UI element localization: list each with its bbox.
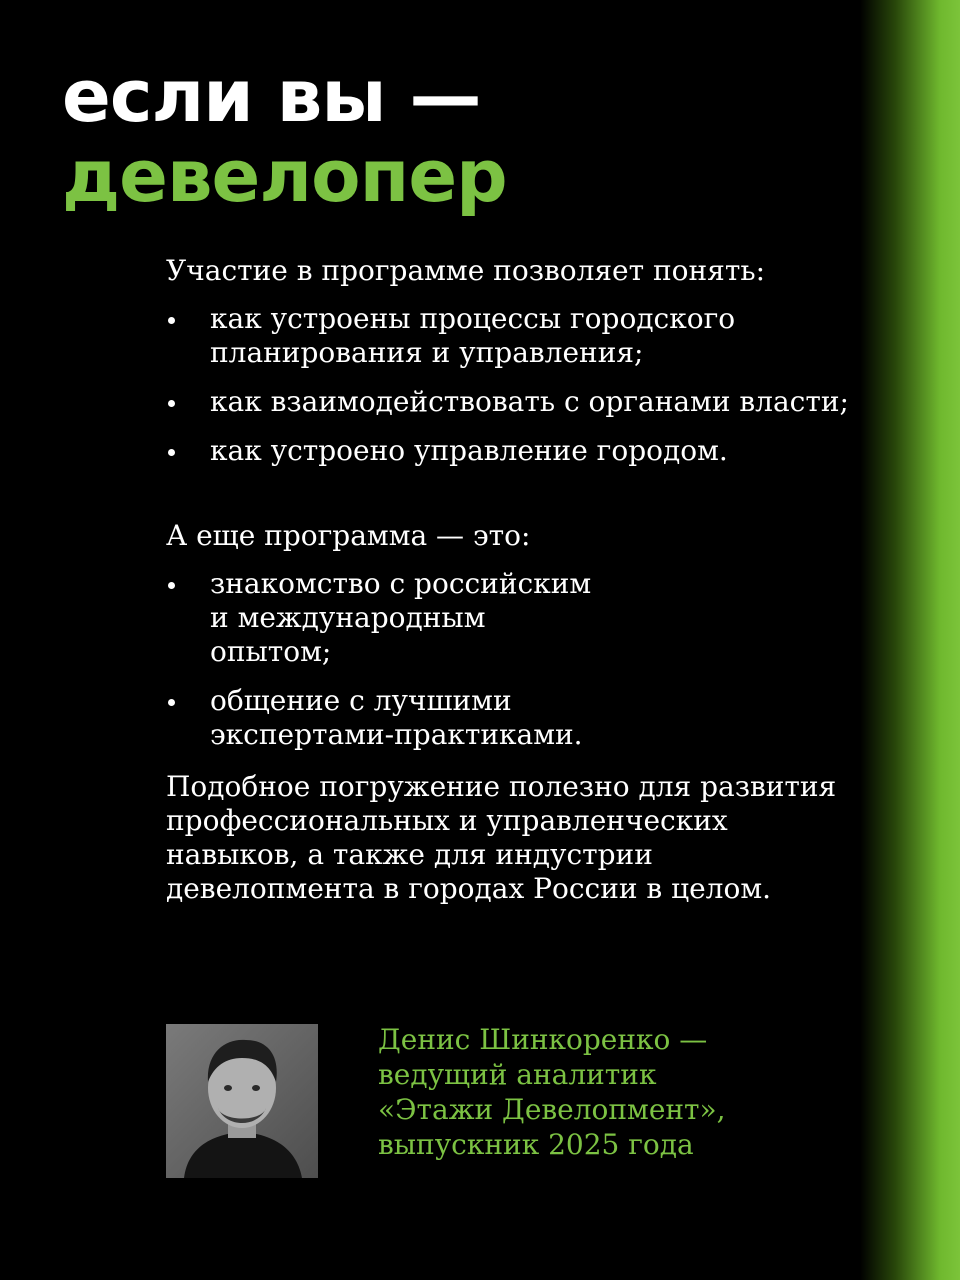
program-list <box>166 567 866 752</box>
author-graduation: выпускник 2025 года <box>378 1128 694 1161</box>
list-item-text: знакомство с российским и международным опытом; <box>210 567 592 668</box>
author-company: «Этажи Девелопмент», <box>378 1093 726 1126</box>
list-item-text: как взаимодействовать с органами власти; <box>210 385 849 418</box>
portrait-image <box>166 1024 318 1178</box>
list-item <box>166 684 610 752</box>
list-item-text: общение с лучшими экспертами-практиками. <box>210 684 583 751</box>
bullet-icon <box>168 582 175 589</box>
headline <box>62 56 507 216</box>
benefits-section <box>166 254 866 483</box>
conclusion-text: Подобное погружение полезно для развития профессиональных и управленческих навыков, а также для индустрии девелопмента в городах России в целом. <box>166 770 837 905</box>
list-item <box>166 434 866 468</box>
bullet-icon <box>168 449 175 456</box>
program-lead: А еще программа — это: <box>166 519 531 552</box>
list-item <box>166 567 610 669</box>
author-role: ведущий аналитик <box>378 1058 657 1091</box>
list-item-text: как устроено управление городом. <box>210 434 728 467</box>
list-item <box>166 302 770 370</box>
bullet-icon <box>168 317 175 324</box>
list-item <box>166 385 866 419</box>
headline-line-1: если вы — <box>62 54 481 138</box>
bullet-icon <box>168 699 175 706</box>
author-caption <box>378 1022 838 1162</box>
program-section <box>166 519 866 767</box>
benefits-lead: Участие в программе позволяет понять: <box>166 254 766 287</box>
author-name: Денис Шинкоренко — <box>378 1023 708 1056</box>
author-photo <box>166 1024 318 1178</box>
headline-line-2: девелопер <box>62 134 507 218</box>
benefits-list <box>166 302 866 468</box>
conclusion-section <box>166 770 856 906</box>
green-gradient-edge <box>860 0 960 1280</box>
bullet-icon <box>168 400 175 407</box>
list-item-text: как устроены процессы городского планирования и управления; <box>210 302 736 369</box>
